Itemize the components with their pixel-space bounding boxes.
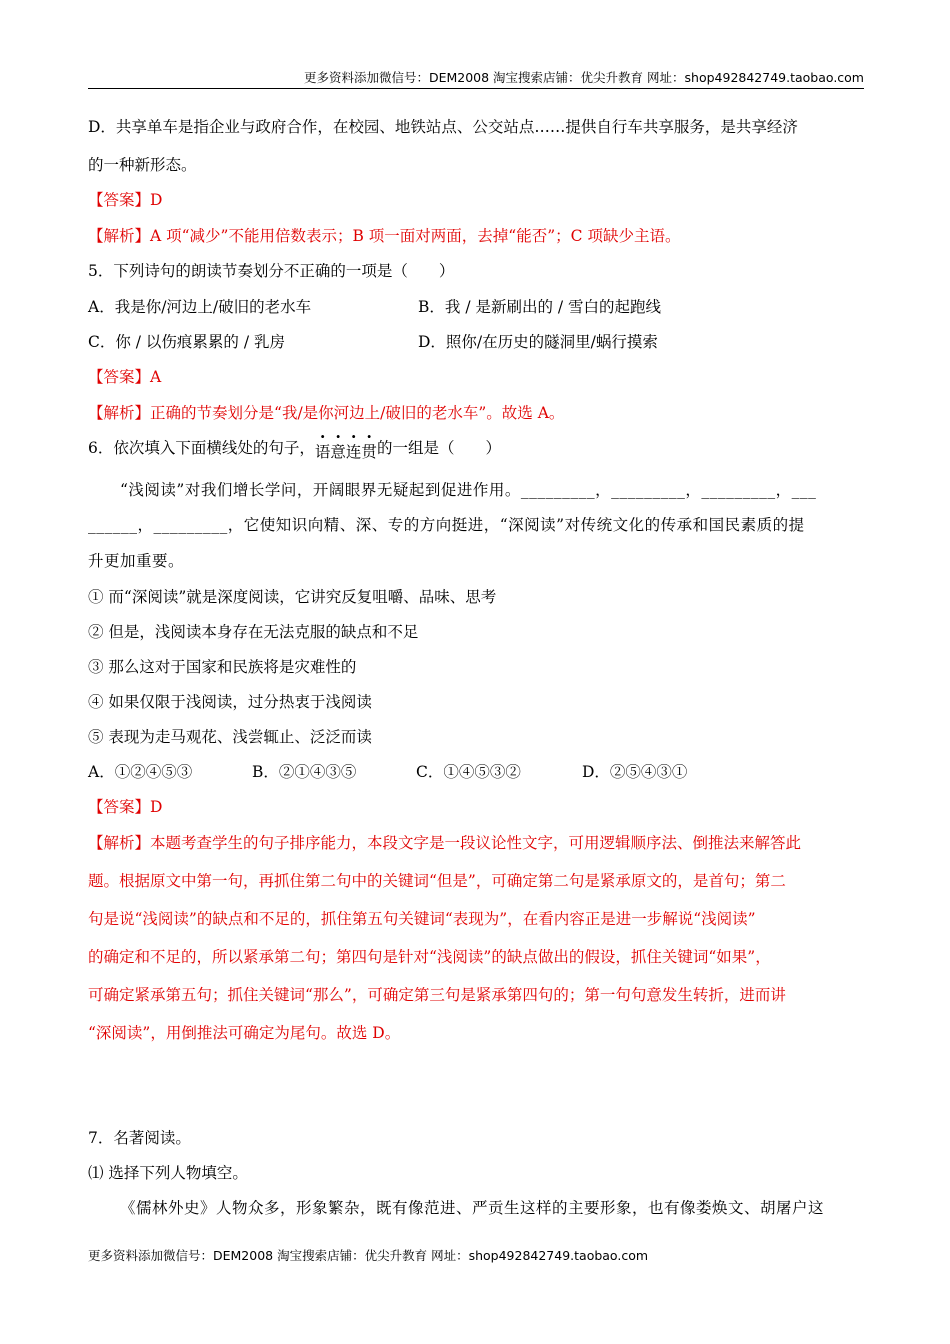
q6-analysis-line5: 可确定紧承第五句；抓住关键词“那么”，可确定第三句是紧承第四句的；第一句句意发生转折，进而讲 — [88, 986, 786, 1004]
answer-value: D — [150, 798, 163, 816]
footer-text: 更多资料添加微信号：DEM2008 淘宝搜索店铺：优尖升教育 网址：shop492842749.taobao.com — [88, 1248, 649, 1263]
emphasis-char: 连 — [345, 443, 362, 461]
answer-value: A — [150, 368, 162, 386]
q6-stem — [88, 437, 501, 459]
analysis-tag: 【解析】 — [88, 227, 151, 245]
q4-option-d-line2: 的一种新形态。 — [88, 156, 197, 174]
q7-passage-line1: 《儒林外史》人物众多，形象繁杂，既有像范进、严贡生这样的主要形象，也有像娄焕文、胡屠户这 — [120, 1199, 825, 1217]
q5-stem: 5．下列诗句的朗读节奏划分不正确的一项是（ ） — [88, 262, 455, 280]
q6-item: ① 而“深阅读”就是深度阅读，它讲究反复咀嚼、品味、思考 — [88, 588, 497, 606]
q6-analysis-line2: 题。根据原文中第一句，再抓住第二句中的关键词“但是”，可确定第二句是紧承原文的，是首句；第二 — [88, 872, 786, 890]
q5-analysis — [88, 402, 564, 424]
emphasis-char: 贯 — [361, 443, 377, 461]
q5-option-b: B．我 / 是新刷出的 / 雪白的起跑线 — [418, 298, 662, 316]
analysis-text: A 项“减少”不能用倍数表示；B 项一面对两面，去掉“能否”；C 项缺少主语。 — [150, 227, 681, 245]
q5-answer — [88, 366, 161, 388]
q6-stem-post: 的一组是（ ） — [376, 439, 501, 457]
q5-option-c: C．你 / 以伤痕累累的 / 乳房 — [88, 333, 286, 351]
analysis-text: 正确的节奏划分是“我/是你河边上/破旧的老水车”。故选 A。 — [150, 404, 565, 422]
q6-analysis-line1 — [88, 832, 801, 854]
q6-option-a: A．①②④⑤③ — [88, 763, 193, 781]
q6-option-c: C．①④⑤③② — [416, 763, 521, 781]
q5-options-row2 — [88, 331, 860, 353]
q6-analysis-line4: 的确定和不足的，所以紧承第二句；第四句是针对“浅阅读”的缺点做出的假设，抓住关键词“如果”， — [88, 948, 771, 966]
q6-option-d: D．②⑤④③① — [582, 763, 688, 781]
q6-item: ② 但是，浅阅读本身存在无法克服的缺点和不足 — [88, 623, 419, 641]
header-text: 更多资料添加微信号：DEM2008 淘宝搜索店铺：优尖升教育 网址：shop492842749.taobao.com — [303, 70, 864, 85]
q6-passage-line1: “浅阅读”对我们增长学问，开阔眼界无疑起到促进作用。_________，_________，_________，___ — [120, 481, 817, 499]
q5-options-row1 — [88, 296, 860, 318]
q6-item: ③ 那么这对于国家和民族将是灾难性的 — [88, 658, 357, 676]
q4-analysis — [88, 225, 680, 247]
analysis-text: 本题考查学生的句子排序能力，本段文字是一段议论性文字，可用逻辑顺序法、倒推法来解答此 — [150, 834, 802, 852]
q6-passage-line3: 升更加重要。 — [88, 552, 185, 570]
analysis-tag: 【解析】 — [88, 834, 151, 852]
page-footer — [88, 1247, 648, 1265]
q5-option-a: A．我是你/河边上/破旧的老水车 — [88, 298, 312, 316]
q5-option-d: D．照你/在历史的隧洞里/蜗行摸索 — [418, 333, 658, 351]
q7-stem: 7．名著阅读。 — [88, 1129, 191, 1147]
answer-value: D — [150, 191, 163, 209]
q6-option-b: B．②①④③⑤ — [252, 763, 357, 781]
q7-sub1: ⑴ 选择下列人物填空。 — [88, 1164, 248, 1182]
q6-analysis-line3: 句是说“浅阅读”的缺点和不足的，抓住第五句关键词“表现为”，在看内容正是进一步解说“浅阅读” — [88, 910, 756, 928]
emphasis-char: 意 — [330, 443, 346, 461]
answer-tag: 【答案】 — [88, 191, 151, 209]
q4-answer — [88, 189, 162, 211]
q6-stem-emphasis — [315, 443, 377, 461]
q6-stem-pre: 6．依次填入下面横线处的句子， — [88, 439, 315, 457]
answer-tag: 【答案】 — [88, 798, 151, 816]
q4-option-d-line1: D．共享单车是指企业与政府合作，在校园、地铁站点、公交站点……提供自行车共享服务，是共享经济 — [88, 118, 798, 136]
analysis-tag: 【解析】 — [88, 404, 151, 422]
q6-analysis-line6: “深阅读”，用倒推法可确定为尾句。故选 D。 — [88, 1024, 401, 1042]
q6-passage-line2: ______，_________，它使知识向精、深、专的方向挺进，“深阅读”对传统文化的传承和国民素质的提 — [88, 516, 805, 534]
emphasis-char: 语 — [314, 443, 331, 461]
q6-item: ⑤ 表现为走马观花、浅尝辄止、泛泛而读 — [88, 728, 372, 746]
answer-tag: 【答案】 — [88, 368, 151, 386]
page-header — [88, 68, 864, 89]
q6-item: ④ 如果仅限于浅阅读，过分热衷于浅阅读 — [88, 693, 372, 711]
q6-answer — [88, 796, 162, 818]
